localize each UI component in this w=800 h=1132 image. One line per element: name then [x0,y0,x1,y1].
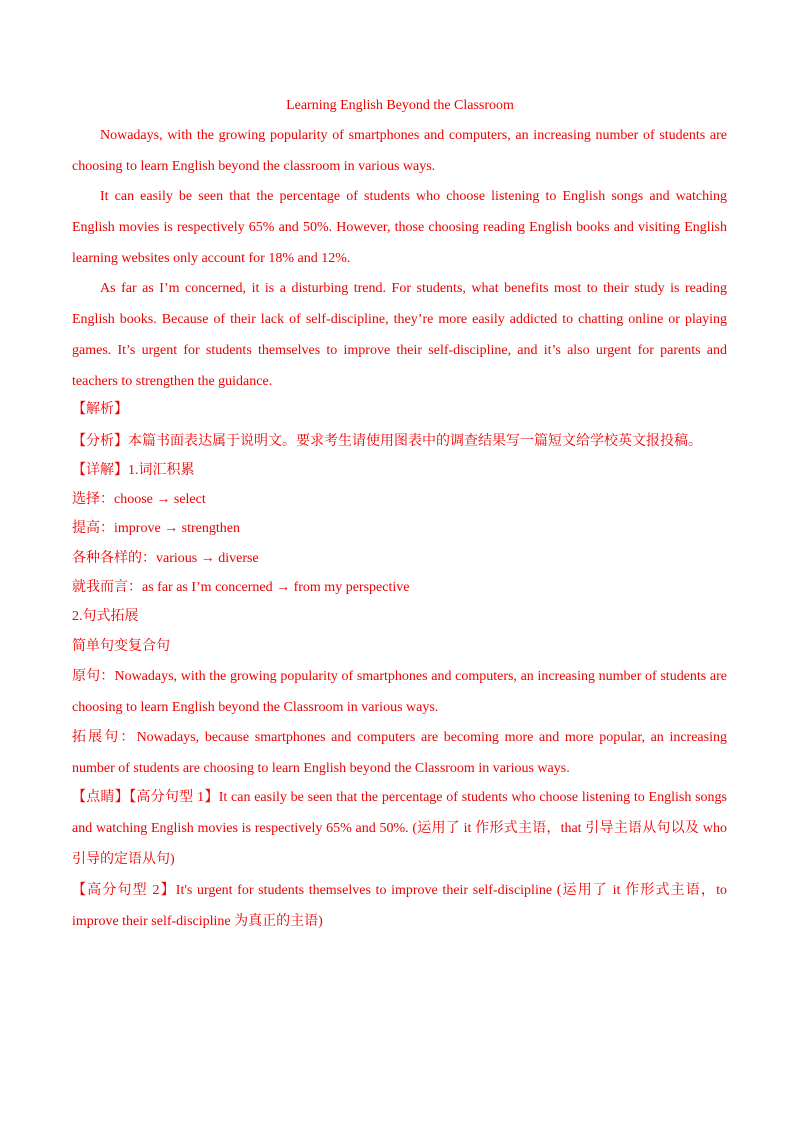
key-sentence-2: 【高分句型 2】It's urgent for students themselves to improve their self-discipline (运用了 it 作形式主语，to improve their self-discipline 为真正的主语) [72,883,727,929]
original-sentence: 原句：Nowadays, with the growing popularity of smartphones and computers, an increasing number of students are choosing to learn English beyond the Classroom in various ways. [72,669,727,715]
vocab-item: 就我而言：as far as I’m concerned → from my perspective [72,580,410,595]
sentence-subsection-heading: 简单句变复合句 [72,639,170,654]
essay-paragraph-3: As far as I’m concerned, it is a disturbing trend. For students, what benefits most to their study is reading English books. Because of their lack of self-discipline, they’re more easily addicted to chatting online or playing games. It’s urgent for students themselves to improve their self-discipline, and it’s also urgent for parents and teachers to strengthen the guidance. [72,281,727,389]
essay-paragraph-1: Nowadays, with the growing popularity of smartphones and computers, an increasing number of students are choosing to learn English beyond the classroom in various ways. [72,128,727,174]
sentence-section-heading: 2.句式拓展 [72,609,139,624]
key-sentence-1: 【点睛】【高分句型 1】It can easily be seen that the percentage of students who choose listening to English songs and watching English movies is respectively 65% and 50%. (运用了 it 作形式主语，that 引导主语从句以及 who 引导的定语从句) [72,790,727,867]
essay-title: Learning English Beyond the Classroom [286,98,514,113]
analysis-summary: 【分析】本篇书面表达属于说明文。要求考生请使用图表中的调查结果写一篇短文给学校英文报投稿。 [72,434,702,449]
vocab-item: 选择：choose → select [72,492,206,507]
vocab-item: 提高：improve → strengthen [72,521,240,536]
essay-paragraph-2: It can easily be seen that the percentage of students who choose listening to English songs and watching English movies is respectively 65% and 50%. However, those choosing reading English books and visiting English learning websites only account for 18% and 12%. [72,189,727,266]
detail-heading: 【详解】1.词汇积累 [72,463,195,478]
analysis-heading: 【解析】 [72,402,128,417]
expanded-sentence: 拓展句：Nowadays, because smartphones and computers are becoming more and more popular, an increasing number of students are choosing to learn English beyond the Classroom in various ways. [72,730,727,776]
vocab-item: 各种各样的：various → diverse [72,551,259,566]
